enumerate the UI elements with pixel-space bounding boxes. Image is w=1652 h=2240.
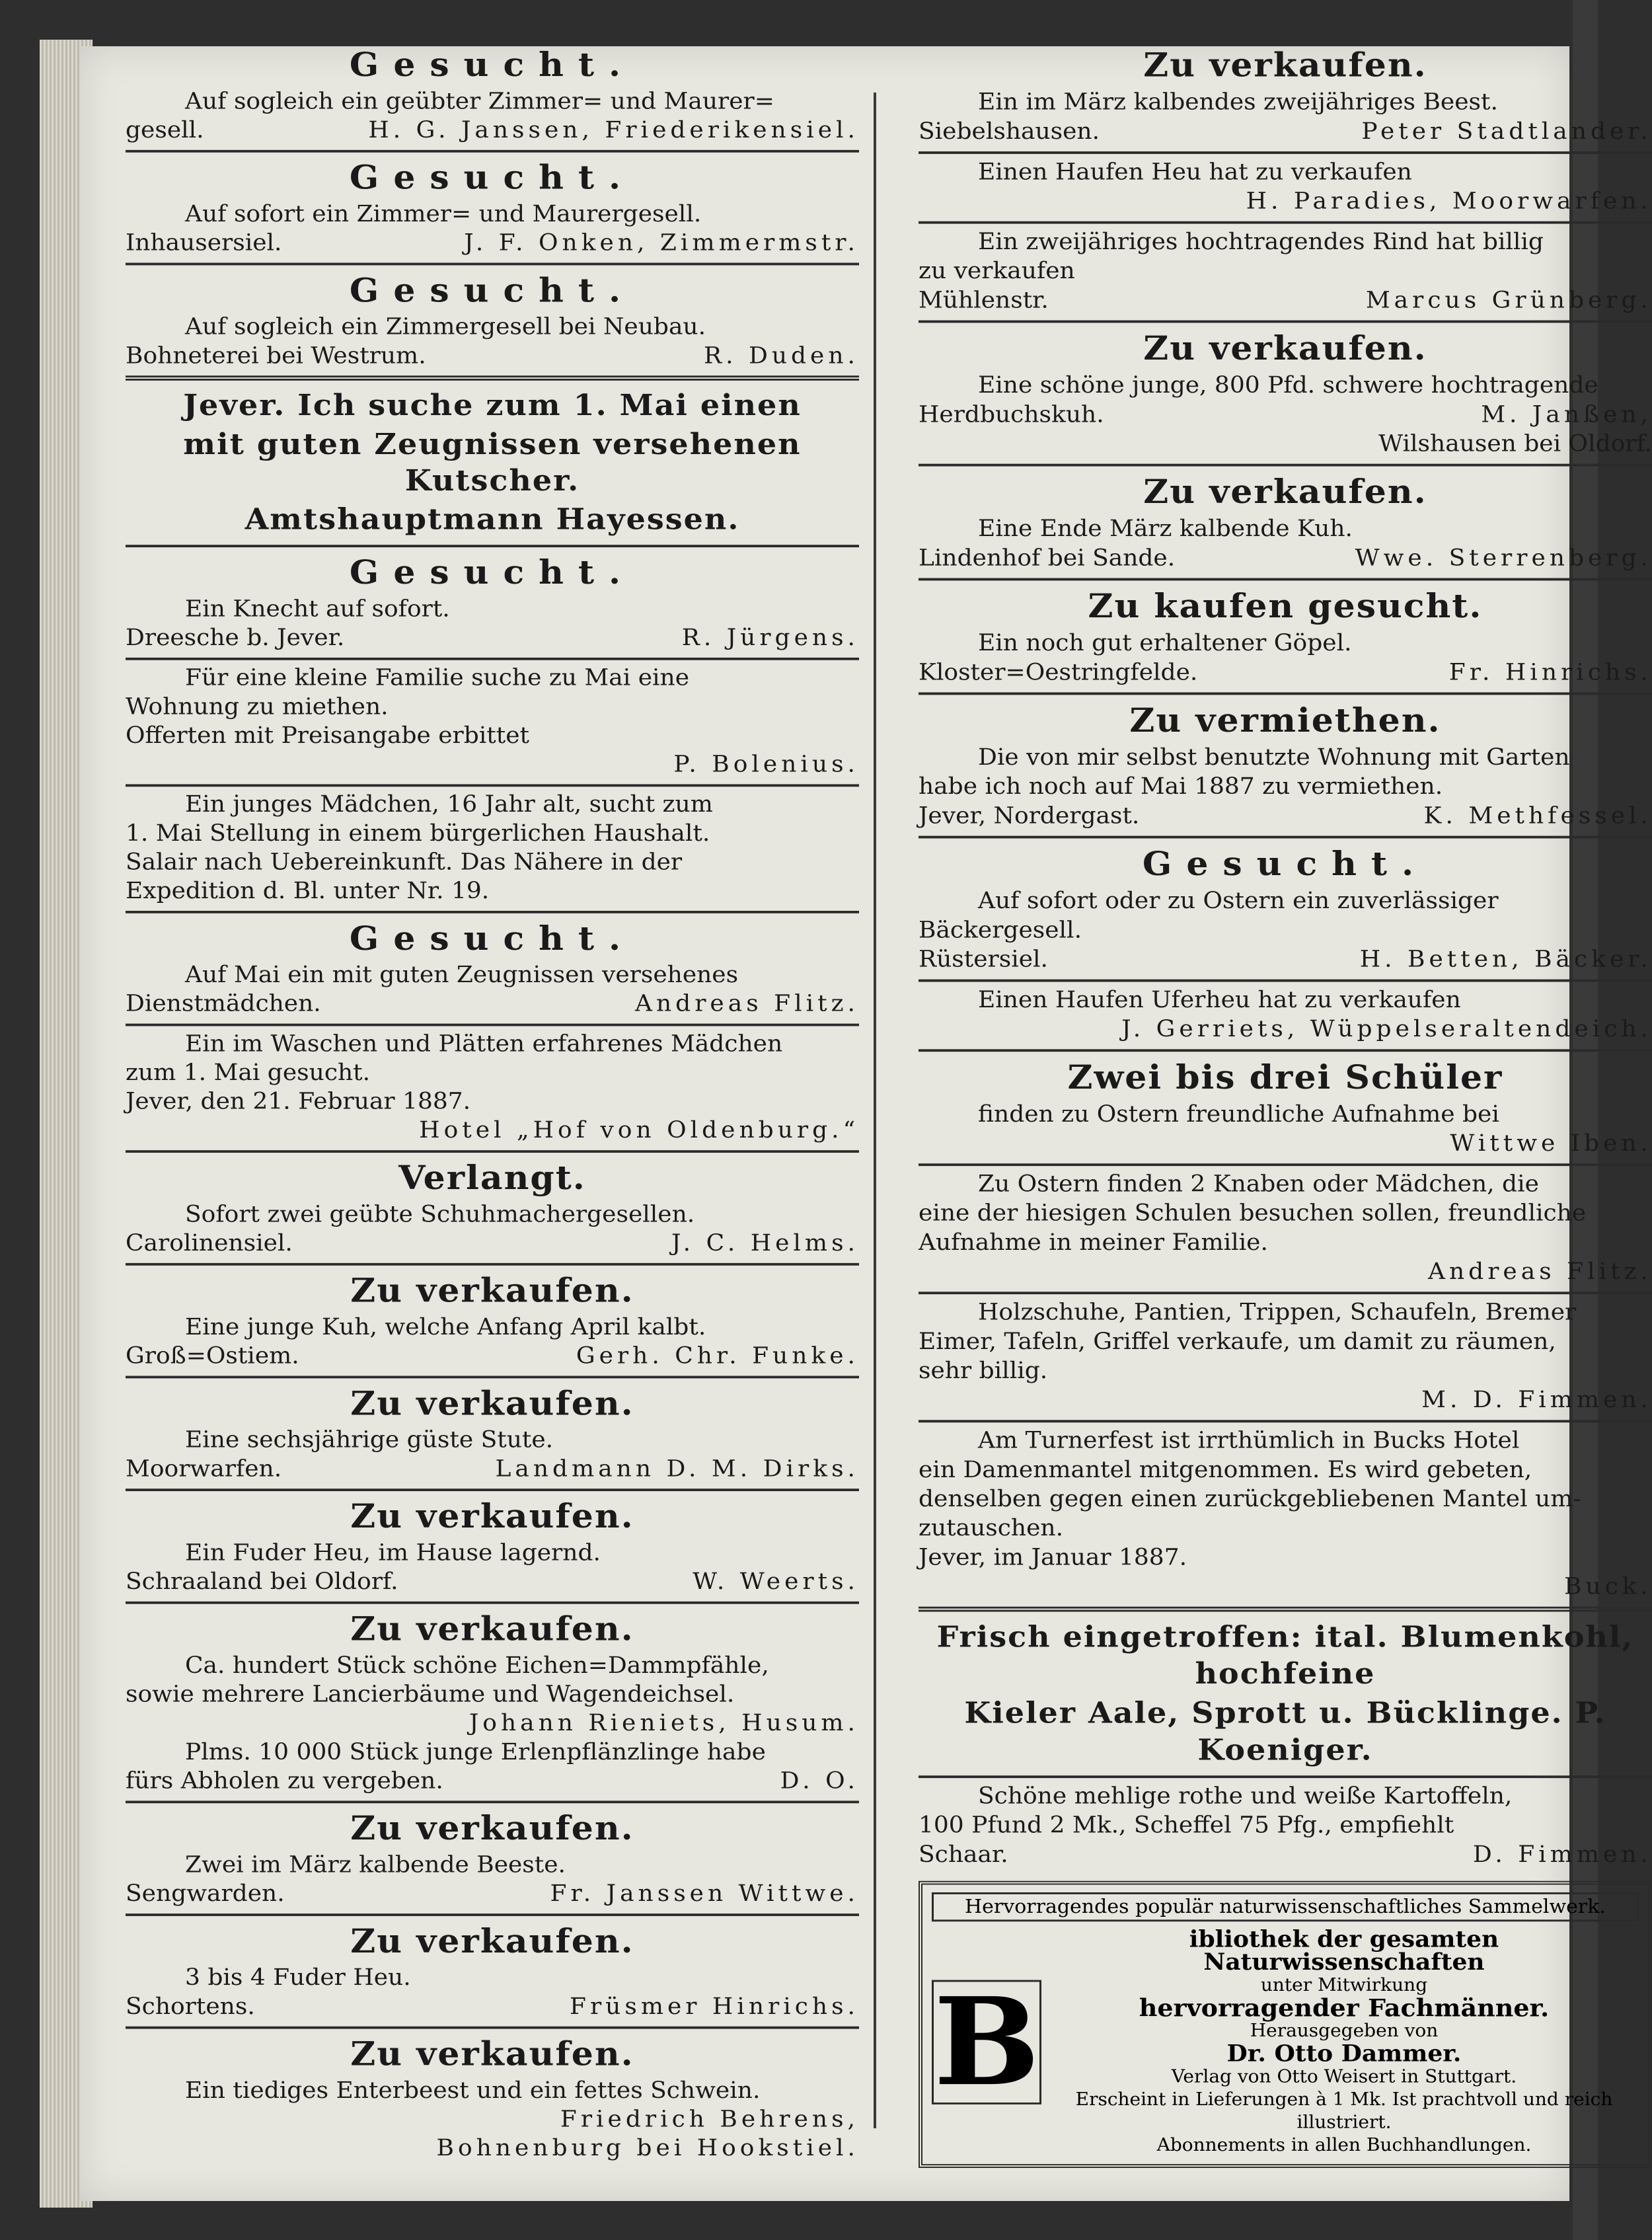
ad-heading: Gesucht. bbox=[1142, 845, 1429, 884]
ad-signature-row bbox=[126, 1342, 859, 1371]
ad-heading: Gesucht. bbox=[349, 159, 636, 197]
ad-signature: Fr. Hinrichs. bbox=[1448, 659, 1652, 685]
ad-text-line: Eine sechsjährige güste Stute. bbox=[185, 1427, 554, 1453]
advertisement bbox=[126, 263, 859, 376]
ad-place: Jever, Nordergast. bbox=[919, 802, 1140, 830]
ad-bold-line: mit guten Zeugnissen versehenen Kutscher. bbox=[183, 426, 802, 498]
ad-heading: Gesucht. bbox=[349, 46, 636, 85]
ad-signature-row bbox=[126, 342, 859, 371]
ad-text-line: ein Damenmantel mitgenommen. Es wird gebeten, bbox=[919, 1457, 1532, 1483]
advert-subline: hervorragender Fachmänner. bbox=[1139, 1993, 1550, 2022]
ad-text-line: Auf sogleich ein geübter Zimmer= und Maurer= bbox=[185, 88, 774, 114]
ad-text-line: eine der hiesigen Schulen besuchen sollen, freundliche bbox=[919, 1200, 1587, 1227]
ad-text-line: Für eine kleine Familie suche zu Mai eine bbox=[185, 665, 690, 691]
ad-bold-line: Kieler Aale, Sprott u. Bücklinge. P. Koeniger. bbox=[964, 1695, 1606, 1767]
ad-heading: Verlangt. bbox=[398, 1159, 586, 1198]
ad-signature-place: Wilshausen bei Oldorf. bbox=[1378, 430, 1652, 457]
ad-signature: Fr. Janssen Wittwe. bbox=[550, 1880, 859, 1907]
ad-text-line: Schöne mehlige rothe und weiße Kartoffeln, bbox=[978, 1783, 1513, 1810]
ad-place: Bohneterei bei Westrum. bbox=[126, 342, 426, 369]
ad-heading: Gesucht. bbox=[349, 919, 636, 958]
ad-text-line: sowie mehrere Lancierbäume und Wagendeichsel. bbox=[126, 1681, 735, 1708]
column-divider bbox=[874, 93, 876, 2128]
advertisement bbox=[919, 1163, 1652, 1292]
ad-place: Mühlenstr. bbox=[919, 287, 1049, 314]
ad-text-line: Ein im März kalbendes zweijähriges Beest. bbox=[978, 89, 1498, 116]
ad-signature: R. Jürgens. bbox=[681, 625, 859, 651]
ad-signature: Wittwe Iben. bbox=[1450, 1130, 1652, 1157]
ad-signature-row bbox=[919, 658, 1652, 687]
ad-signature: P. Bolenius. bbox=[673, 752, 859, 778]
ad-text-line: zum 1. Mai gesucht. bbox=[126, 1060, 371, 1086]
right-column bbox=[919, 40, 1652, 2168]
ad-text-line: Eine schöne junge, 800 Pfd. schwere hochtragende bbox=[978, 372, 1598, 399]
advertisement bbox=[126, 1913, 859, 2027]
ad-text-line: Einen Haufen Heu hat zu verkaufen bbox=[978, 159, 1412, 185]
ad-place: Groß=Ostiem. bbox=[126, 1343, 299, 1370]
ad-heading: Gesucht. bbox=[349, 271, 636, 310]
ad-signature: M. Janßen, bbox=[1481, 401, 1652, 428]
ad-heading: Gesucht. bbox=[349, 553, 636, 592]
ad-signature: Marcus Grünberg. bbox=[1365, 287, 1652, 314]
advertisement bbox=[919, 1049, 1652, 1163]
ad-bold-line: Frisch eingetroffen: ital. Blumenkohl, hochfeine bbox=[936, 1619, 1634, 1691]
ad-signature: Wwe. Sterrenberg. bbox=[1355, 545, 1652, 572]
ad-text-line: Expedition d. Bl. unter Nr. 19. bbox=[126, 878, 490, 904]
ad-heading: Zu verkaufen. bbox=[1143, 473, 1427, 512]
decorative-initial: B bbox=[932, 1980, 1041, 2105]
advertisement bbox=[919, 692, 1652, 835]
ad-signature: H. Paradies, Moorwarfen. bbox=[1246, 188, 1652, 215]
ad-text-line: Eimer, Tafeln, Griffel verkaufe, um damit zu räumen, bbox=[919, 1329, 1556, 1355]
ad-signature-row bbox=[919, 117, 1652, 146]
ad-signature-row bbox=[126, 1568, 859, 1597]
ad-signature: Buck. bbox=[1563, 1573, 1652, 1600]
ad-signature: Bohnenburg bei Hookstiel. bbox=[436, 2135, 859, 2161]
ad-signature-row bbox=[126, 1455, 859, 1484]
ad-bold-line: Amtshauptmann Hayessen. bbox=[244, 502, 740, 536]
ad-text-line: sehr billig. bbox=[919, 1358, 1048, 1384]
advertisement bbox=[126, 1376, 859, 1489]
ad-text-line: Am Turnerfest ist irrthümlich in Bucks Hotel bbox=[978, 1427, 1520, 1454]
ad-text-line: Eine junge Kuh, welche Anfang April kalbt. bbox=[185, 1314, 706, 1340]
ad-signature: Andreas Flitz. bbox=[1427, 1258, 1652, 1285]
advertisement bbox=[126, 150, 859, 263]
ad-text-line: Ca. hundert Stück schöne Eichen=Dammpfähle, bbox=[185, 1652, 769, 1679]
advertisement bbox=[126, 1800, 859, 1913]
ad-heading: Zu verkaufen. bbox=[350, 1922, 634, 1961]
ad-signature: Andreas Flitz. bbox=[634, 991, 859, 1017]
ad-heading: Zu verkaufen. bbox=[350, 1384, 634, 1423]
ad-signature: Johann Rieniets, Husum. bbox=[469, 1710, 859, 1736]
ad-signature: K. Methfessel. bbox=[1423, 802, 1652, 830]
advertisement bbox=[919, 578, 1652, 693]
advertisement bbox=[126, 1488, 859, 1602]
ad-place: Dienstmädchen. bbox=[126, 991, 321, 1017]
advertisement bbox=[919, 980, 1652, 1050]
ad-text-line: Plms. 10 000 Stück junge Erlenpflänzlinge habe bbox=[185, 1739, 766, 1765]
ad-text-line: finden zu Ostern freundliche Aufnahme bei bbox=[978, 1101, 1499, 1128]
advertisement bbox=[126, 784, 859, 911]
ad-heading: Zu vermiethen. bbox=[1129, 701, 1441, 740]
advert-editor: Dr. Otto Dammer. bbox=[1226, 2040, 1462, 2067]
ad-place: fürs Abholen zu vergeben. bbox=[126, 1768, 443, 1795]
ad-signature-row bbox=[919, 802, 1652, 831]
advertisement bbox=[126, 658, 859, 785]
ad-text-line: Zwei im März kalbende Beeste. bbox=[185, 1852, 566, 1878]
ad-signature: J. F. Onken, Zimmermstr. bbox=[464, 230, 859, 256]
left-column bbox=[126, 40, 859, 2168]
ad-text-line: zu verkaufen bbox=[919, 258, 1075, 284]
advertisement bbox=[919, 151, 1652, 221]
ad-text-line: Salair nach Uebereinkunft. Das Nähere in der bbox=[126, 849, 683, 875]
ad-place: Siebelshausen. bbox=[919, 118, 1100, 145]
book-advertisement bbox=[919, 1881, 1652, 2168]
ad-text-line: Auf sogleich ein Zimmergesell bei Neubau. bbox=[185, 314, 706, 340]
ad-signature: H. G. Janssen, Friederikensiel. bbox=[368, 117, 859, 143]
ad-text-line: Ein im Waschen und Plätten erfahrenes Mädchen bbox=[185, 1031, 783, 1057]
advertisement bbox=[126, 2027, 859, 2168]
ad-heading: Zu verkaufen. bbox=[1143, 46, 1427, 85]
ad-text-line: habe ich noch auf Mai 1887 zu vermiethen. bbox=[919, 773, 1443, 800]
advertisement bbox=[126, 1150, 859, 1263]
ad-text-line: Jever, im Januar 1887. bbox=[919, 1544, 1187, 1571]
ad-text-line: denselben gegen einen zurückgebliebenen Mantel um- bbox=[919, 1486, 1581, 1512]
ad-place: Schraaland bei Oldorf. bbox=[126, 1568, 398, 1595]
advertisement bbox=[919, 40, 1652, 151]
advertisement bbox=[919, 464, 1652, 578]
ad-heading: Zu verkaufen. bbox=[350, 2035, 634, 2073]
ad-text-line: Sofort zwei geübte Schuhmachergesellen. bbox=[185, 1201, 695, 1227]
ad-signature: R. Duden. bbox=[703, 342, 859, 369]
ad-heading: Zu verkaufen. bbox=[1143, 329, 1427, 368]
advertisement bbox=[919, 1775, 1652, 1874]
ad-signature-row bbox=[126, 1767, 859, 1796]
advertisement bbox=[919, 321, 1652, 464]
ad-text-line: Auf Mai ein mit guten Zeugnissen versehenes bbox=[185, 962, 739, 988]
ad-place: gesell. bbox=[126, 117, 204, 143]
ad-signature-row bbox=[919, 401, 1652, 430]
ad-text-line: 100 Pfund 2 Mk., Scheffel 75 Pfg., empfiehlt bbox=[919, 1812, 1454, 1839]
ad-signature-row bbox=[126, 1993, 859, 2022]
ad-place: Herdbuchskuh. bbox=[919, 401, 1104, 428]
ad-text-line: Ein Knecht auf sofort. bbox=[185, 596, 450, 622]
ad-place: Moorwarfen. bbox=[126, 1455, 282, 1482]
advertisement bbox=[126, 1602, 859, 1801]
ad-signature-row bbox=[919, 544, 1652, 573]
ad-place: Rüstersiel. bbox=[919, 946, 1048, 973]
ad-text-line: Die von mir selbst benutzte Wohnung mit Garten bbox=[978, 744, 1570, 771]
ad-place: Lindenhof bei Sande. bbox=[919, 545, 1176, 572]
ad-text-line: Holzschuhe, Pantien, Trippen, Schaufeln, Bremer bbox=[978, 1299, 1577, 1326]
ad-text-line: Ein noch gut erhaltener Göpel. bbox=[978, 630, 1352, 656]
ad-signature: Peter Stadtlander. bbox=[1361, 118, 1652, 145]
ad-text-line: Offerten mit Preisangabe erbittet bbox=[126, 722, 530, 749]
ad-place: Inhausersiel. bbox=[126, 230, 282, 256]
ad-text-line: Auf sofort oder zu Ostern ein zuverlässiger bbox=[978, 888, 1499, 914]
ad-place: Carolinensiel. bbox=[126, 1230, 293, 1256]
ad-heading: Zu verkaufen. bbox=[350, 1809, 634, 1848]
ad-text-line: zutauschen. bbox=[919, 1515, 1064, 1541]
ad-signature-row bbox=[126, 624, 859, 653]
advertisement bbox=[126, 545, 859, 658]
ad-text-line: Zu Ostern finden 2 Knaben oder Mädchen, die bbox=[978, 1171, 1539, 1198]
advertisement bbox=[919, 836, 1652, 980]
ad-text-line: Ein junges Mädchen, 16 Jahr alt, sucht zum bbox=[185, 791, 713, 818]
ad-signature: D. Fimmen. bbox=[1472, 1841, 1652, 1868]
advertisement bbox=[919, 1607, 1652, 1776]
ad-signature-row bbox=[919, 945, 1652, 974]
ad-text-line: Ein zweijähriges hochtragendes Rind hat billig bbox=[978, 229, 1544, 255]
ad-signature-row bbox=[126, 1229, 859, 1258]
ad-signature-row bbox=[126, 116, 859, 145]
ad-text-line: 1. Mai Stellung in einem bürgerlichen Haushalt. bbox=[126, 820, 710, 847]
advertisement bbox=[126, 375, 859, 545]
advertisement bbox=[126, 1024, 859, 1151]
ad-place: Sengwarden. bbox=[126, 1880, 285, 1907]
ad-heading: Zu kaufen gesucht. bbox=[1088, 587, 1483, 626]
ad-signature: Landmann D. M. Dirks. bbox=[495, 1455, 859, 1482]
ad-text-line: Auf sofort ein Zimmer= und Maurergesell. bbox=[185, 201, 702, 227]
advertisement bbox=[919, 1292, 1652, 1420]
advert-subline: unter Mitwirkung bbox=[1260, 1974, 1428, 1995]
ad-signature: W. Weerts. bbox=[693, 1568, 859, 1595]
advert-headline: Hervorragendes populär naturwissenschaftliches Sammelwerk. bbox=[932, 1892, 1639, 1921]
ad-signature: M. D. Fimmen. bbox=[1421, 1387, 1652, 1413]
advertisement bbox=[919, 1420, 1652, 1606]
ad-place: Dreesche b. Jever. bbox=[126, 625, 345, 651]
ad-heading: Zu verkaufen. bbox=[350, 1272, 634, 1311]
ad-heading: Zwei bis drei Schüler bbox=[1067, 1058, 1503, 1097]
ad-heading: Zu verkaufen. bbox=[350, 1497, 634, 1536]
advertisement bbox=[126, 40, 859, 150]
ad-signature-row bbox=[126, 989, 859, 1019]
ad-text-line: Bäckergesell. bbox=[919, 917, 1082, 943]
ad-signature: J. C. Helms. bbox=[671, 1230, 859, 1256]
ad-signature-row bbox=[126, 229, 859, 258]
ad-signature: H. Betten, Bäcker. bbox=[1359, 946, 1652, 973]
ad-place: Kloster=Oestringfelde. bbox=[919, 659, 1198, 685]
ad-place: Schortens. bbox=[126, 1993, 255, 2020]
advert-note: Abonnements in allen Buchhandlungen. bbox=[1156, 2134, 1532, 2155]
ad-signature: Gerh. Chr. Funke. bbox=[576, 1343, 859, 1370]
advert-publisher: Verlag von Otto Weisert in Stuttgart. bbox=[1171, 2066, 1517, 2087]
ad-text-line: Einen Haufen Uferheu hat zu verkaufen bbox=[978, 987, 1461, 1013]
advert-title: ibliothek der gesamten Naturwissenschaften bbox=[1189, 1925, 1499, 1976]
advertisement bbox=[126, 1263, 859, 1376]
ad-bold-line: Jever. Ich suche zum 1. Mai einen bbox=[183, 388, 802, 422]
ad-text-line: Ein tiediges Enterbeest und ein fettes Schwein. bbox=[185, 2077, 761, 2104]
ad-text-line: Ein Fuder Heu, im Hause lagernd. bbox=[185, 1539, 601, 1566]
advert-subline: Herausgegeben von bbox=[1250, 2020, 1439, 2041]
ad-text-line: Jever, den 21. Februar 1887. bbox=[126, 1089, 471, 1115]
ad-text-line: Wohnung zu miethen. bbox=[126, 693, 389, 720]
ad-signature: Früsmer Hinrichs. bbox=[569, 1993, 859, 2020]
ad-signature: D. O. bbox=[780, 1768, 859, 1795]
advertisement bbox=[919, 221, 1652, 321]
advertisement bbox=[126, 911, 859, 1024]
ad-text-line: Eine Ende März kalbende Kuh. bbox=[978, 516, 1353, 542]
advert-note: Erscheint in Lieferungen à 1 Mk. Ist prachtvoll und reich illustriert. bbox=[1075, 2088, 1613, 2133]
ad-signature: J. Gerriets, Wüppelseraltendeich. bbox=[1121, 1016, 1652, 1042]
ad-signature-row bbox=[126, 1880, 859, 1909]
ad-text-line: Aufnahme in meiner Familie. bbox=[919, 1229, 1268, 1256]
ad-signature-row bbox=[919, 1840, 1652, 1869]
ad-heading: Zu verkaufen. bbox=[350, 1610, 634, 1649]
ad-signature-row bbox=[919, 286, 1652, 315]
ad-signature: Friedrich Behrens, bbox=[560, 2106, 859, 2133]
ad-text-line: 3 bis 4 Fuder Heu. bbox=[185, 1964, 411, 1991]
ad-signature: Hotel „Hof von Oldenburg.“ bbox=[419, 1117, 859, 1143]
ad-place: Schaar. bbox=[919, 1841, 1008, 1868]
